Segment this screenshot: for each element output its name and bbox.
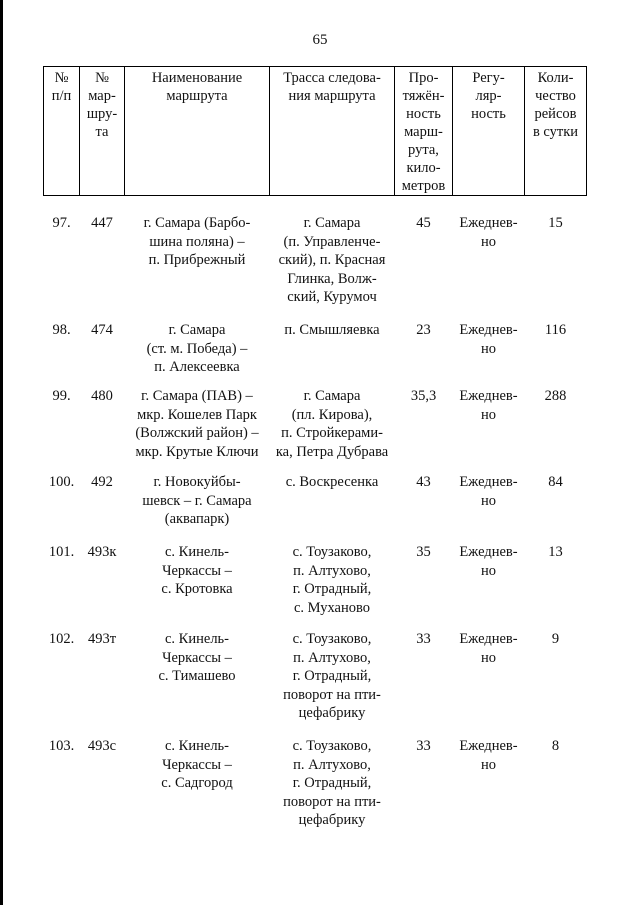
cell-route-path: с. Тоузаково, п. Алтухово, г. Отрадный, поворот на пти- цефабрику <box>283 738 381 828</box>
table-row <box>44 321 587 387</box>
cell-route-path: с. Тоузаково, п. Алтухово, г. Отрадный, с. Муханово <box>292 544 372 616</box>
cell-trips-per-day: 15 <box>548 215 563 231</box>
cell-route-number: 492 <box>91 474 113 490</box>
cell-route-name: г. Самара (Барбо- шина поляна) – п. Прибрежный <box>143 215 251 268</box>
cell-route-length: 33 <box>416 631 431 647</box>
cell-route-path: г. Самара (пл. Кирова), п. Стройкерами- ка, Петра Дубрава <box>275 388 389 460</box>
header-route-path: Трасса следова- ния маршрута <box>270 67 395 196</box>
cell-route-name: с. Кинель- Черкассы – с. Кротовка <box>161 544 233 597</box>
cell-regularity: Ежеднев- но <box>459 322 518 357</box>
cell-route-path: с. Воскресенка <box>285 474 379 490</box>
cell-regularity: Ежеднев- но <box>459 474 518 509</box>
cell-trips-per-day: 84 <box>548 474 563 490</box>
cell-regularity: Ежеднев- но <box>459 738 518 773</box>
cell-route-name: г. Самара (ст. м. Победа) – п. Алексеевка <box>146 322 248 375</box>
cell-regularity: Ежеднев- но <box>459 215 518 250</box>
cell-trips-per-day: 288 <box>544 388 567 404</box>
cell-route-name: с. Кинель- Черкассы – с. Садгород <box>161 738 233 791</box>
table-row <box>44 214 587 321</box>
cell-route-length: 33 <box>416 738 431 754</box>
cell-row-number: 100. <box>48 474 75 490</box>
header-route-name: Наименование маршрута <box>125 67 270 196</box>
cell-row-number: 99. <box>52 388 71 404</box>
cell-trips-per-day: 13 <box>548 544 563 560</box>
header-row-number: № п/п <box>44 67 80 196</box>
cell-route-path: п. Смышляевка <box>284 322 380 338</box>
cell-route-number: 493к <box>87 544 117 560</box>
table-row <box>44 737 587 830</box>
cell-row-number: 103. <box>48 738 75 754</box>
cell-route-path: г. Самара (п. Управленче- ский), п. Красная Глинка, Волж- ский, Курумоч <box>278 215 386 305</box>
cell-route-length: 43 <box>416 474 431 490</box>
cell-route-name: г. Самара (ПАВ) – мкр. Кошелев Парк (Волжский район) – мкр. Крутые Ключи <box>135 388 259 460</box>
cell-regularity: Ежеднев- но <box>459 388 518 423</box>
header-regularity: Регу- ляр- ность <box>453 67 525 196</box>
cell-route-number: 493с <box>87 738 117 754</box>
header-route-length: Про- тяжён- ность марш- рута, кило- метров <box>395 67 453 196</box>
header-route-number: № мар- шру- та <box>80 67 125 196</box>
cell-route-number: 474 <box>91 322 113 338</box>
table-row <box>44 387 587 473</box>
cell-route-number: 480 <box>91 388 113 404</box>
cell-route-name: с. Кинель- Черкассы – с. Тимашево <box>158 631 236 684</box>
cell-route-length: 35 <box>416 544 431 560</box>
table-row <box>44 473 587 543</box>
page-number: 65 <box>312 32 328 48</box>
cell-route-length: 23 <box>416 322 431 338</box>
cell-regularity: Ежеднев- но <box>459 544 518 579</box>
table-header-row <box>44 67 587 196</box>
cell-regularity: Ежеднев- но <box>459 631 518 666</box>
cell-row-number: 102. <box>48 631 75 647</box>
cell-row-number: 98. <box>52 322 71 338</box>
table-row <box>44 543 587 630</box>
cell-trips-per-day: 116 <box>544 322 567 338</box>
cell-route-length: 45 <box>416 215 431 231</box>
cell-row-number: 101. <box>48 544 75 560</box>
cell-route-number: 447 <box>91 215 113 231</box>
header-trips-per-day: Коли- чество рейсов в сутки <box>525 67 587 196</box>
cell-route-path: с. Тоузаково, п. Алтухово, г. Отрадный, поворот на пти- цефабрику <box>283 631 381 721</box>
cell-route-length: 35,3 <box>410 388 437 404</box>
cell-route-number: 493т <box>87 631 117 647</box>
routes-table <box>43 66 587 830</box>
scan-edge-bar <box>0 0 3 905</box>
table-row <box>44 630 587 737</box>
cell-trips-per-day: 9 <box>551 631 560 647</box>
cell-row-number: 97. <box>52 215 71 231</box>
cell-trips-per-day: 8 <box>551 738 560 754</box>
cell-route-name: г. Новокуйбы- шевск – г. Самара (аквапарк) <box>142 474 252 527</box>
